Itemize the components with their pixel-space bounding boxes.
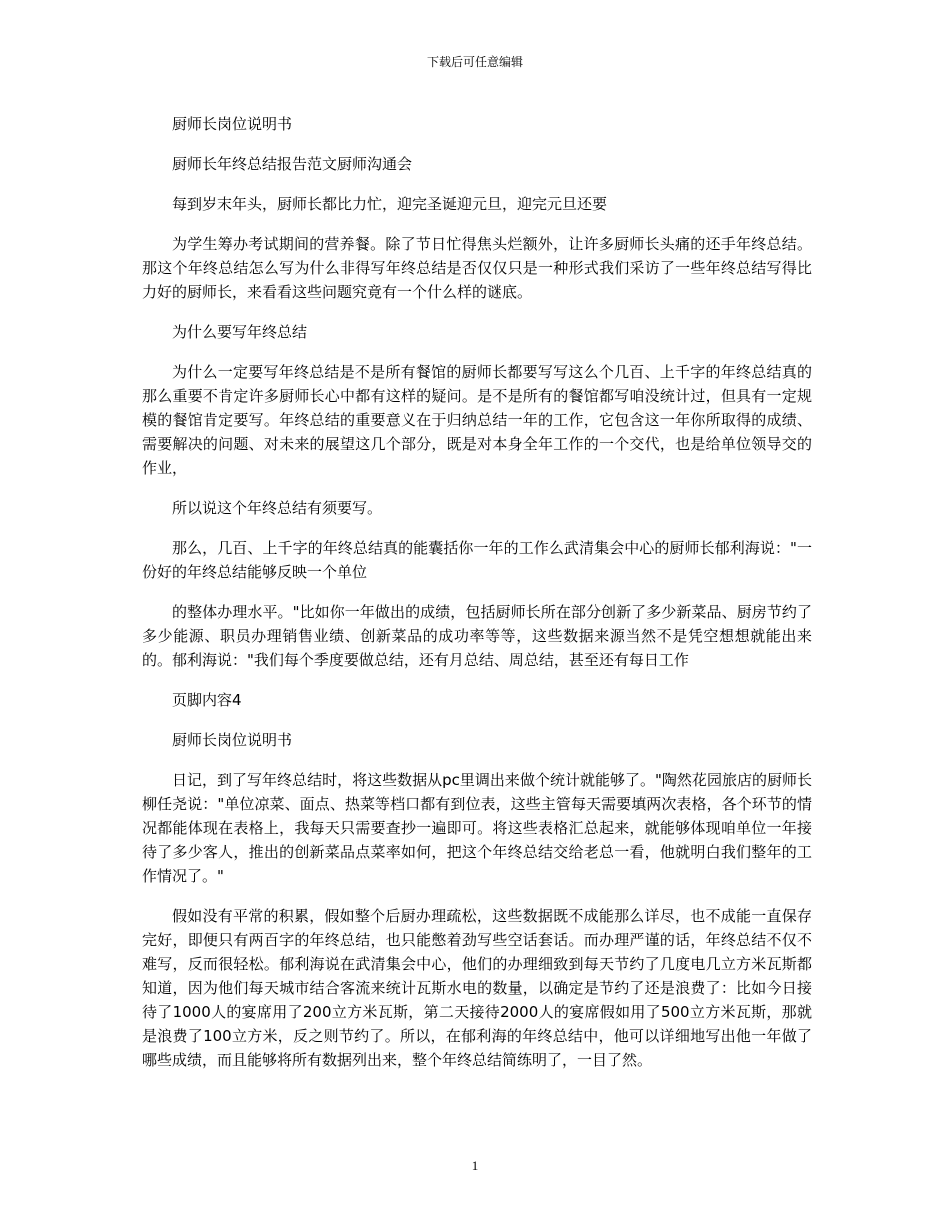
- inline-page-footer: 页脚内容4: [172, 691, 242, 709]
- paragraph-body: 为什么一定要写年终总结是不是所有餐馆的厨师长都要写写这么个几百、上千字的年终总结真的那么重要不肯定许多厨师长心中都有这样的疑问。是不是所有的餐馆都写咱没统计过，但具有一定规模的餐馆肯定要写。年终总结的重要意义在于归纳总结一年的工作，它包含这一年你所取得的成绩、需要解决的问题、对未来的展望这几个部分，既是对本身全年工作的一个交代，也是给单位领导交的作业，: [142, 363, 812, 477]
- paragraph-heading: 为什么要写年终总结: [172, 323, 308, 341]
- document-body: [142, 112, 812, 1088]
- paragraph-body: 假如没有平常的积累，假如整个后厨办理疏松，这些数据既不成能那么详尽，也不成能一直保存完好，即便只有两百字的年终总结，也只能憋着劲写些空话套话。而办理严谨的话，年终总结不仅不难写，反而很轻松。郁利海说在武清集会中心，他们的办理细致到每天节约了几度电几立方米瓦斯都知道，因为他们每天城市结合客流来统计瓦斯水电的数量，以确定是节约了还是浪费了：比如今日接待了1000人的宴席用了200立方米瓦斯，第二天接待2000人的宴席假如用了500立方米瓦斯，那就是浪费了100立方米，反之则节约了。所以，在郁利海的年终总结中，他可以详细地写出他一年做了哪些成绩，而且能够将所有数据列出来，整个年终总结简练明了，一目了然。: [142, 907, 812, 1069]
- paragraph-body: 日记，到了写年终总结时，将这些数据从pc里调出来做个统计就能够了。"陶然花园旅店的厨师长柳任尧说："单位凉菜、面点、热菜等档口都有到位表，这些主管每天需要填两次表格，各个环节的情况都能体现在表格上，我每天只需要查抄一遍即可。将这些表格汇总起来，就能够体现咱单位一年接待了多少客人，推出的创新菜品点菜率如何，把这个年终总结交给老总一看，他就明白我们整年的工作情况了。": [142, 771, 812, 885]
- paragraph-subtitle: 厨师长年终总结报告范文厨师沟通会: [172, 155, 413, 173]
- paragraph-title: 厨师长岗位说明书: [172, 115, 293, 133]
- paragraph-body: 的整体办理水平。"比如你一年做出的成绩，包括厨师长所在部分创新了多少新菜品、厨房节约了多少能源、职员办理销售业绩、创新菜品的成功率等等，这些数据来源当然不是凭空想想就能出来的。郁利海说："我们每个季度要做总结，还有月总结、周总结，甚至还有每日工作: [142, 603, 812, 669]
- page-number: 1: [471, 1158, 479, 1173]
- paragraph-body: 为学生筹办考试期间的营养餐。除了节日忙得焦头烂额外，让许多厨师长头痛的还手年终总结。那这个年终总结怎么写为什么非得写年终总结是否仅仅只是一种形式我们采访了一些年终总结写得比力好的厨师长，来看看这些问题究竟有一个什么样的谜底。: [142, 235, 812, 301]
- page-header: 下载后可任意编辑: [426, 55, 523, 69]
- paragraph-body: 那么，几百、上千字的年终总结真的能囊括你一年的工作么武清集会中心的厨师长郁利海说："一份好的年终总结能够反映一个单位: [142, 539, 812, 581]
- inline-page-header: 厨师长岗位说明书: [172, 731, 293, 749]
- paragraph-intro: 每到岁末年头，厨师长都比力忙，迎完圣诞迎元旦，迎完元旦还要: [172, 195, 608, 213]
- paragraph-body: 所以说这个年终总结有须要写。: [172, 499, 383, 517]
